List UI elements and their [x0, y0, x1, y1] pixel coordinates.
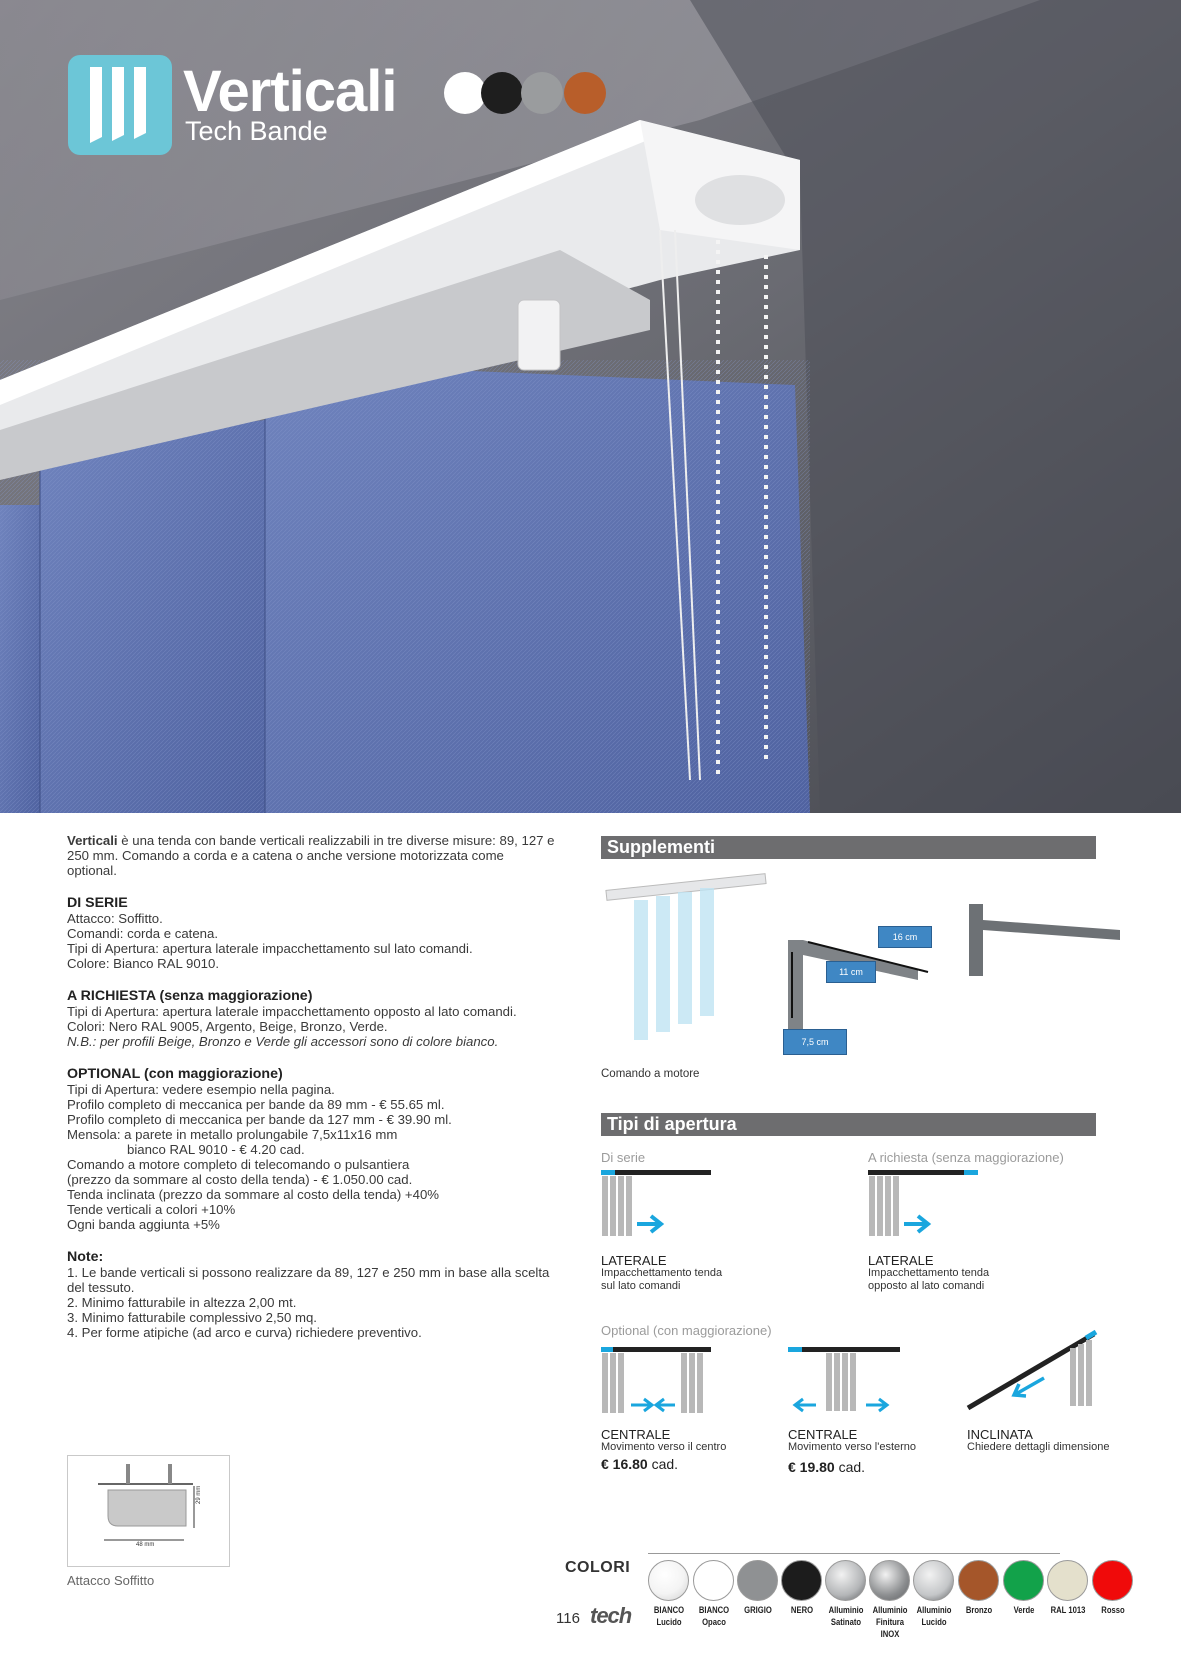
di-serie-line: Tipi di Apertura: apertura laterale impacchettamento sul lato comandi. [67, 941, 473, 956]
attacco-caption: Attacco Soffitto [67, 1573, 155, 1588]
centrale-outward-diagram [786, 1341, 906, 1416]
intro-text: è una tenda con bande verticali realizzabili in tre diverse misure: 89, 127 e 250 mm. Comando a corda e a catena o anche versione motorizzata come optional. [67, 833, 555, 878]
colour-name-line: Finitura [875, 1617, 905, 1627]
colour-swatch [869, 1560, 910, 1601]
a-richiesta-line: Colori: Nero RAL 9005, Argento, Beige, Bronzo, Verde. [67, 1019, 388, 1034]
optional-line: Mensola: a parete in metallo prolungabile 7,5x11x16 mm [67, 1127, 398, 1142]
colour-name-line: Verde [1013, 1605, 1035, 1615]
colour-name-line: Alluminio [916, 1605, 952, 1615]
colour-swatch-label [824, 1604, 868, 1628]
optional-line: bianco RAL 9010 - € 4.20 cad. [127, 1142, 305, 1157]
colour-swatch [958, 1560, 999, 1601]
intro-lead: Verticali [67, 833, 118, 848]
a-richiesta-line: Tipi di Apertura: apertura laterale impacchettamento opposto al lato comandi. [67, 1004, 517, 1019]
optional-line: (prezzo da sommare al costo della tenda) - € 1.050.00 cad. [67, 1172, 413, 1187]
colour-name-line: NERO [790, 1605, 814, 1615]
colour-swatch-label [736, 1604, 780, 1616]
centrale2-unit: cad. [838, 1459, 866, 1475]
inclinata-desc: Chiedere dettagli dimensione [967, 1441, 1110, 1453]
centrale2-price-row [788, 1459, 865, 1475]
colour-swatch [1003, 1560, 1044, 1601]
description-column [67, 833, 557, 1340]
a-richiesta-note: N.B.: per profili Beige, Bronzo e Verde gli accessori sono di colore bianco. [67, 1034, 499, 1049]
colour-swatch [648, 1560, 689, 1601]
di-serie-line: Attacco: Soffitto. [67, 911, 163, 926]
colour-swatch [1092, 1560, 1133, 1601]
colour-name-line: BIANCO [698, 1605, 730, 1615]
optional-line: Profilo completo di meccanica per bande da 127 mm - € 39.90 ml. [67, 1112, 452, 1127]
product-logo [68, 55, 172, 155]
colour-swatch [825, 1560, 866, 1601]
di-serie-line: Colore: Bianco RAL 9010. [67, 956, 219, 971]
centrale1-title: CENTRALE [601, 1427, 671, 1442]
colour-name-line: Rosso [1101, 1605, 1125, 1615]
centrale1-price: € 16.80 [601, 1456, 648, 1472]
optional-line: Tenda inclinata (prezzo da sommare al costo della tenda) +40% [67, 1187, 440, 1202]
colour-name-line: Satinato [830, 1617, 862, 1627]
colour-swatch-label [780, 1604, 824, 1616]
page-title: Verticali [183, 59, 397, 124]
colour-swatch-label [692, 1604, 736, 1628]
colour-swatch [913, 1560, 954, 1601]
attacco-soffitto-diagram [67, 1455, 230, 1567]
colour-swatch-label [957, 1604, 1001, 1616]
inclinata-diagram [964, 1328, 1104, 1420]
colour-name-line: BIANCO [653, 1605, 685, 1615]
colour-swatch [1047, 1560, 1088, 1601]
inclinata-title: INCLINATA [967, 1427, 1033, 1442]
centrale1-price-row [601, 1456, 678, 1472]
tipi-apertura-header: Tipi di apertura [601, 1113, 1096, 1136]
optional-line: Profilo completo di meccanica per bande da 89 mm - € 55.65 ml. [67, 1097, 445, 1112]
di-serie-label: Di serie [601, 1150, 646, 1165]
note-line: 4. Per forme atipiche (ad arco e curva) richiedere preventivo. [67, 1325, 422, 1340]
note-heading: Note: [67, 1249, 104, 1265]
brand-wordmark: tech [590, 1603, 632, 1628]
note-line: 2. Minimo fatturabile in altezza 2,00 mt. [67, 1295, 297, 1310]
colour-name-line: RAL 1013 [1050, 1605, 1086, 1615]
laterale1-desc1: Impacchettamento tenda [601, 1267, 723, 1279]
header-swatch-black [481, 72, 523, 114]
intro-paragraph [67, 833, 557, 878]
note-line: 1. Le bande verticali si possono realizzare da 89, 127 e 250 mm in base alla scelta del tessuto. [67, 1265, 550, 1295]
colour-swatch-label [912, 1604, 956, 1628]
laterale2-desc1: Impacchettamento tenda [868, 1267, 990, 1279]
optional-line: Tipi di Apertura: vedere esempio nella pagina. [67, 1082, 335, 1097]
colour-swatch [693, 1560, 734, 1601]
colori-label: COLORI [565, 1559, 631, 1576]
colour-swatch [737, 1560, 778, 1601]
colour-name-line: Lucido [921, 1617, 947, 1627]
vertical-blinds-icon [68, 55, 172, 155]
header-swatch-white [444, 72, 486, 114]
colour-name-line: GRIGIO [744, 1605, 772, 1615]
colour-name-line: Opaco [702, 1617, 726, 1627]
motor-caption: Comando a motore [601, 1068, 700, 1080]
colour-swatch-label [868, 1604, 912, 1640]
colour-swatch-label [1002, 1604, 1046, 1616]
colour-name-line: Alluminio [872, 1605, 908, 1615]
colori-divider [648, 1553, 1060, 1554]
dim-11cm: 11 cm [826, 961, 876, 983]
optional-heading: OPTIONAL (con maggiorazione) [67, 1066, 283, 1082]
laterale1-desc2: sul lato comandi [601, 1280, 681, 1292]
note-line: 3. Minimo fatturabile complessivo 2,50 mq. [67, 1310, 317, 1325]
centrale2-desc: Movimento verso l'esterno [788, 1441, 917, 1453]
hero-photo [0, 0, 1181, 813]
page-subtitle: Tech Bande [185, 116, 328, 146]
colour-name-line: Lucido [656, 1617, 682, 1627]
supplementi-header: Supplementi [601, 836, 1096, 859]
laterale-opposite-diagram [868, 1168, 988, 1243]
wall-bracket-illustration [965, 900, 1125, 980]
di-serie-line: Comandi: corda e catena. [67, 926, 219, 941]
laterale-side-diagram [601, 1168, 721, 1243]
colour-name-line: Bronzo [965, 1605, 993, 1615]
optional-line: Comando a motore completo di telecomando o pulsantiera [67, 1157, 410, 1172]
centrale1-desc: Movimento verso il centro [601, 1441, 727, 1453]
page-number: 116 [556, 1610, 580, 1627]
dim-16cm: 16 cm [878, 926, 932, 948]
colour-name-line: INOX [880, 1629, 900, 1639]
motor-blind-illustration [600, 872, 775, 1052]
laterale2-title: LATERALE [868, 1253, 934, 1268]
colour-swatch-label [647, 1604, 691, 1628]
dim-7-5cm: 7,5 cm [783, 1029, 847, 1055]
optional-line: Ogni banda aggiunta +5% [67, 1217, 220, 1232]
optional-line: Tende verticali a colori +10% [67, 1202, 236, 1217]
centrale2-title: CENTRALE [788, 1427, 858, 1442]
a-richiesta-label: A richiesta (senza maggiorazione) [868, 1150, 1064, 1165]
a-richiesta-heading: A RICHIESTA (senza maggiorazione) [67, 988, 313, 1004]
laterale2-desc2: opposto al lato comandi [868, 1280, 985, 1292]
laterale1-title: LATERALE [601, 1253, 667, 1268]
header-swatch-grey [521, 72, 563, 114]
di-serie-heading: DI SERIE [67, 895, 128, 911]
header-swatch-bronze [564, 72, 606, 114]
colour-swatch [781, 1560, 822, 1601]
colour-swatch-label [1091, 1604, 1135, 1616]
optional-label: Optional (con maggiorazione) [601, 1323, 772, 1338]
centrale-center-diagram [601, 1341, 716, 1416]
colour-name-line: Alluminio [828, 1605, 864, 1615]
centrale2-price: € 19.80 [788, 1459, 835, 1475]
ceiling-mount-icon [68, 1456, 229, 1566]
centrale1-unit: cad. [651, 1456, 679, 1472]
colour-swatch-label [1046, 1604, 1090, 1616]
attacco-width-label: 48 mm [136, 1542, 155, 1548]
attacco-height-label: 29 mm [196, 1485, 202, 1504]
